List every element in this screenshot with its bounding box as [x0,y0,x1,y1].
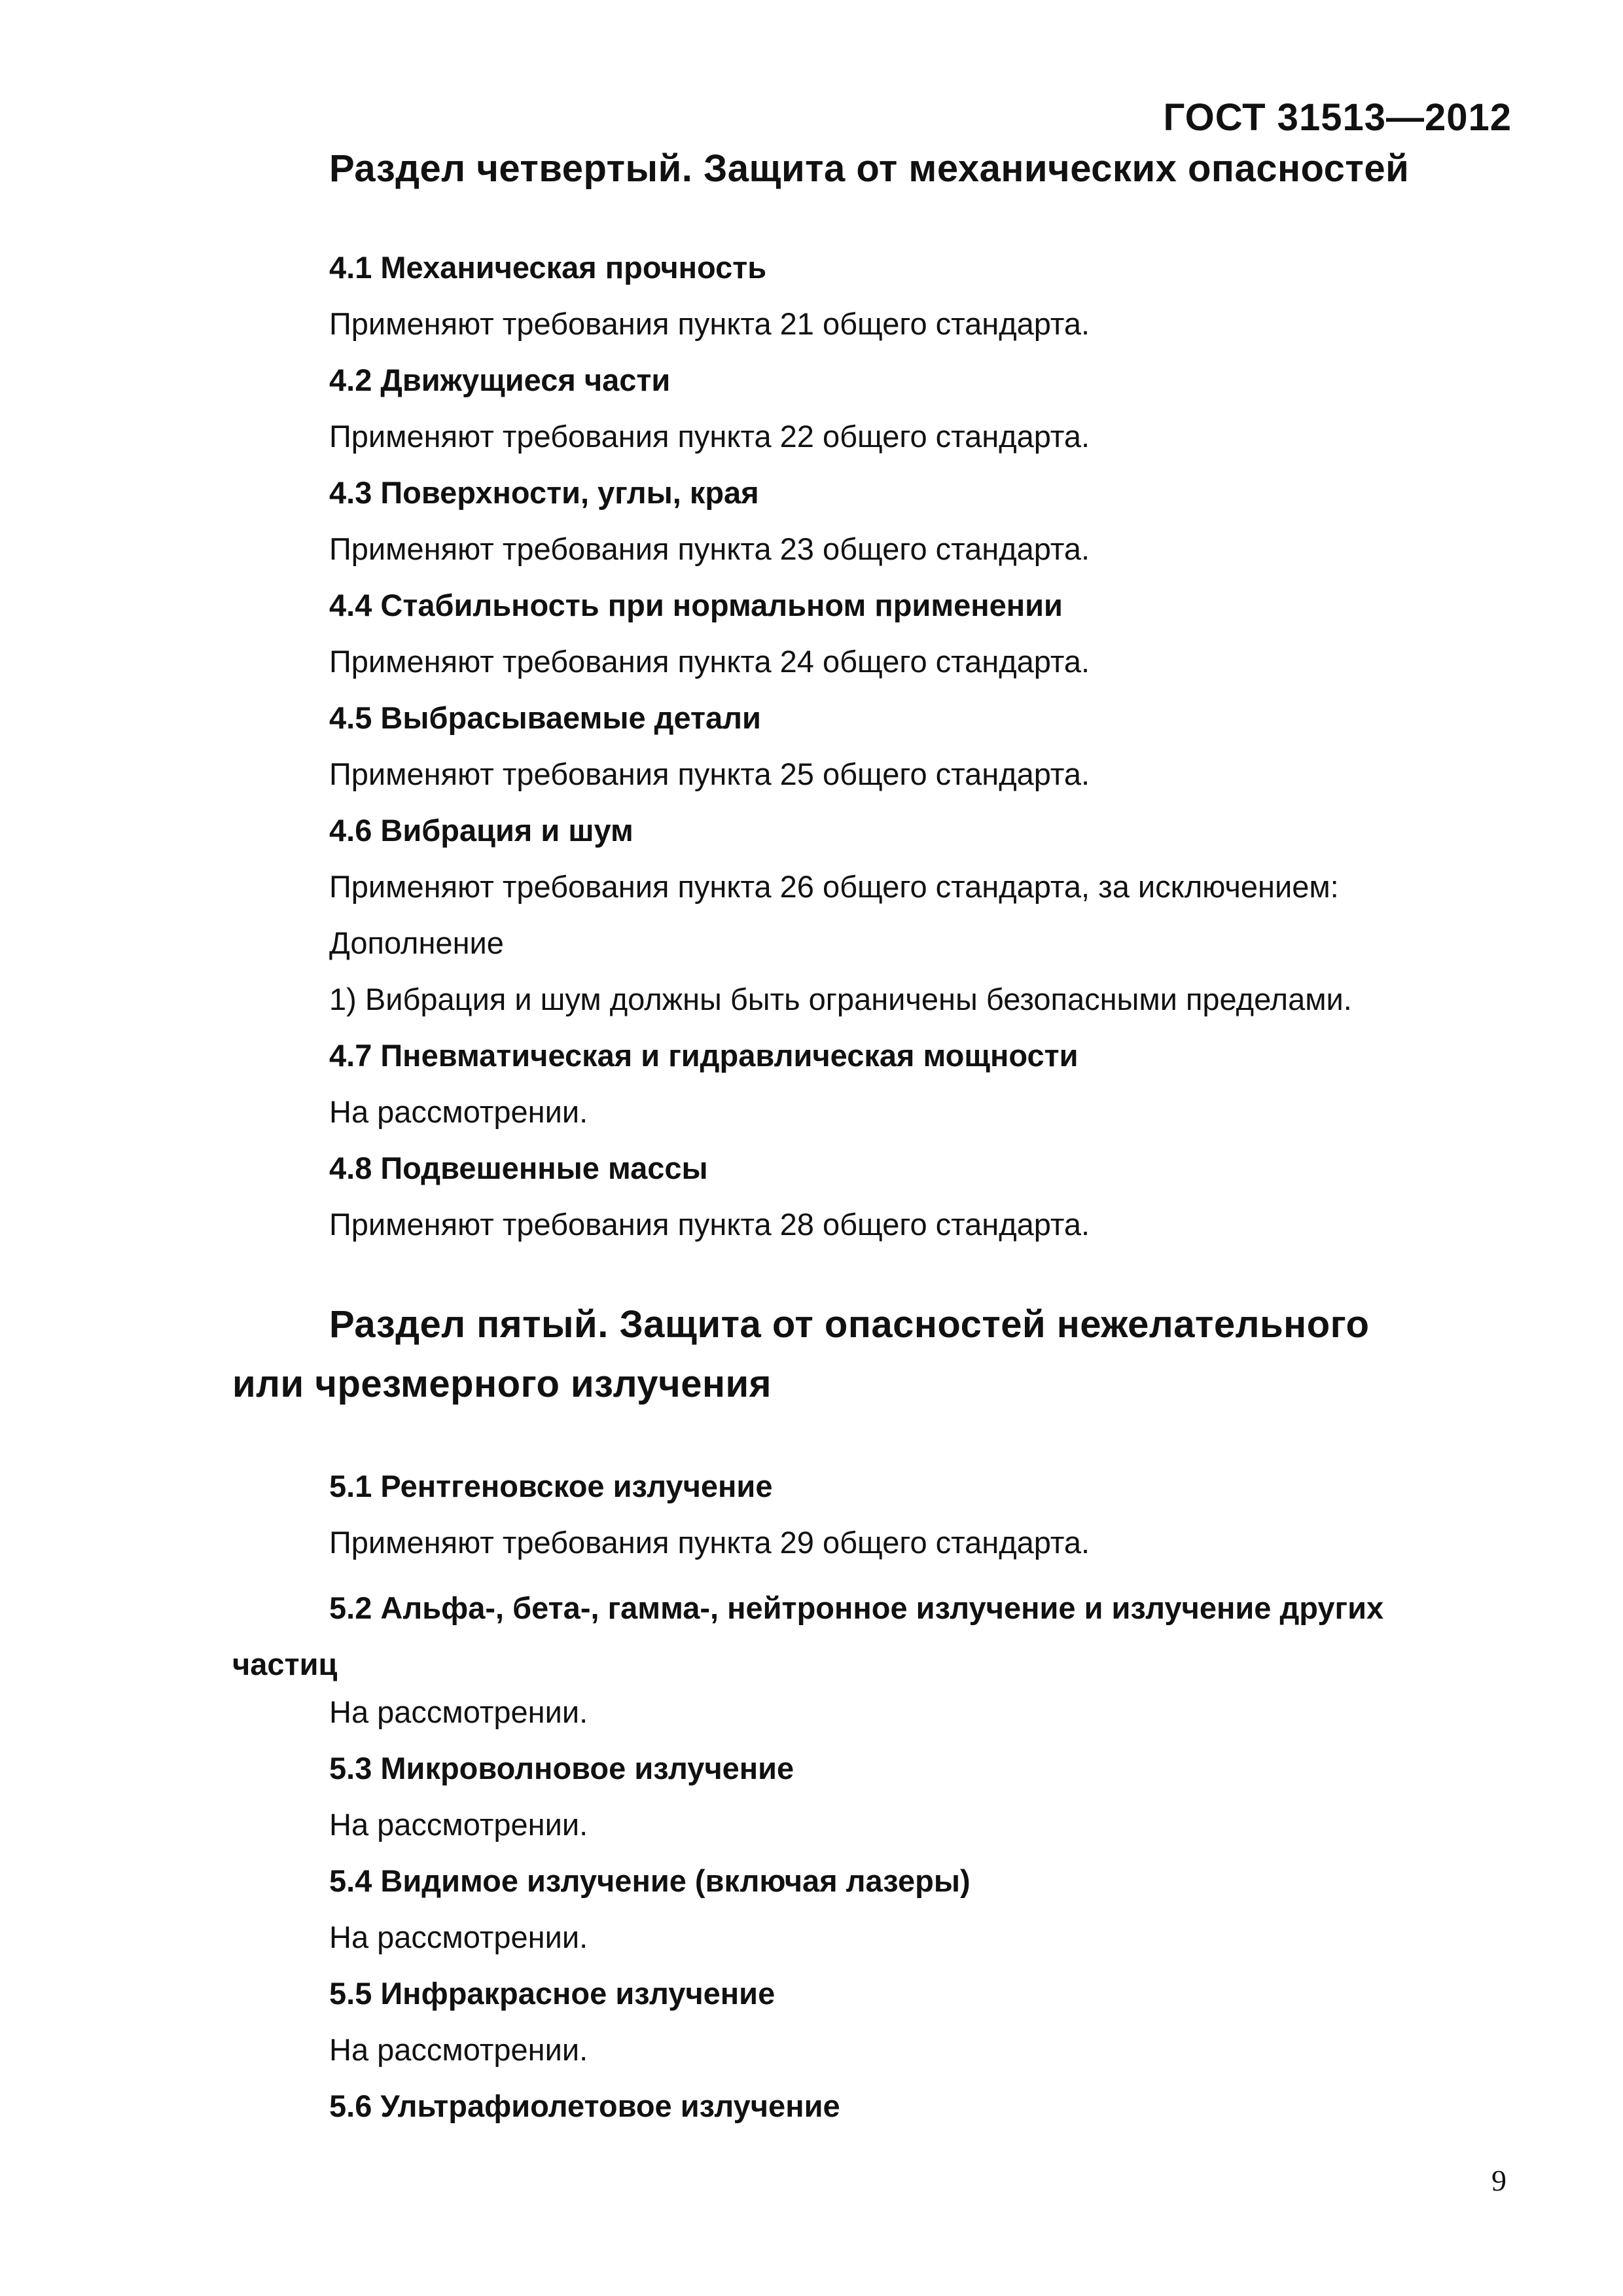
section-5-items-bottom [329,1693,1507,2143]
section-5-items-top [329,1467,1507,1579]
item-5-1-heading: 5.1 Рентгеновское излучение [329,1469,773,1503]
item-5-2-text: На рассмотрении. [329,1695,588,1729]
item-4-2-text: Применяют требования пункта 22 общего стандарта. [329,419,1090,454]
item-5-5-heading: 5.5 Инфракрасное излучение [329,1976,776,2011]
item-4-3-text: Применяют требования пункта 23 общего стандарта. [329,531,1090,566]
item-5-2-heading-line-2: частиц [232,1647,338,1681]
item-4-1-heading: 4.1 Механическая прочность [329,250,767,285]
item-4-5-text: Применяют требования пункта 25 общего стандарта. [329,757,1090,791]
item-4-3-heading: 4.3 Поверхности, углы, края [329,475,759,510]
section-5-title-line-2: или чрезмерного излучения [232,1363,772,1405]
section-5-title [232,1295,1508,1414]
item-5-2-heading-line-1: 5.2 Альфа-, бета-, гамма-, нейтронное излучение и излучение других [329,1590,1384,1625]
page-number: 9 [1491,2164,1507,2197]
item-5-3-heading: 5.3 Микроволновое излучение [329,1751,794,1785]
item-5-4-heading: 5.4 Видимое излучение (включая лазеры) [329,1863,971,1898]
document-code: ГОСТ 31513—2012 [1163,96,1512,139]
item-5-4-text: На рассмотрении. [329,1920,588,1954]
item-4-6-text: Применяют требования пункта 26 общего стандарта, за исключением: [329,869,1339,904]
section-4-title: Раздел четвертый. Защита от механических опасностей [329,147,1410,190]
item-5-5-text: На рассмотрении. [329,2032,588,2067]
section-4-items [329,248,1507,1261]
item-4-6-heading: 4.6 Вибрация и шум [329,813,633,848]
item-4-4-heading: 4.4 Стабильность при нормальном применении [329,588,1063,622]
section-5-title-line-1: Раздел пятый. Защита от опасностей нежелательного [329,1303,1370,1346]
item-4-2-heading: 4.2 Движущиеся части [329,363,671,397]
item-4-8-heading: 4.8 Подвешенные массы [329,1151,708,1185]
item-4-7-text: На рассмотрении. [329,1094,588,1129]
item-4-7-heading: 4.7 Пневматическая и гидравлическая мощности [329,1038,1079,1073]
item-4-6-addition-label: Дополнение [329,925,504,960]
item-5-3-text: На рассмотрении. [329,1807,588,1842]
item-4-5-heading: 4.5 Выбрасываемые детали [329,700,761,735]
item-4-6-addition-text: 1) Вибрация и шум должны быть ограничены безопасными пределами. [329,982,1352,1016]
item-4-4-text: Применяют требования пункта 24 общего стандарта. [329,644,1090,679]
item-5-1-text: Применяют требования пункта 29 общего стандарта. [329,1525,1090,1560]
item-5-2-heading [232,1580,1515,1693]
item-4-8-text: Применяют требования пункта 28 общего стандарта. [329,1207,1090,1242]
item-5-6-heading: 5.6 Ультрафиолетовое излучение [329,2089,840,2123]
item-4-1-text: Применяют требования пункта 21 общего стандарта. [329,306,1090,341]
